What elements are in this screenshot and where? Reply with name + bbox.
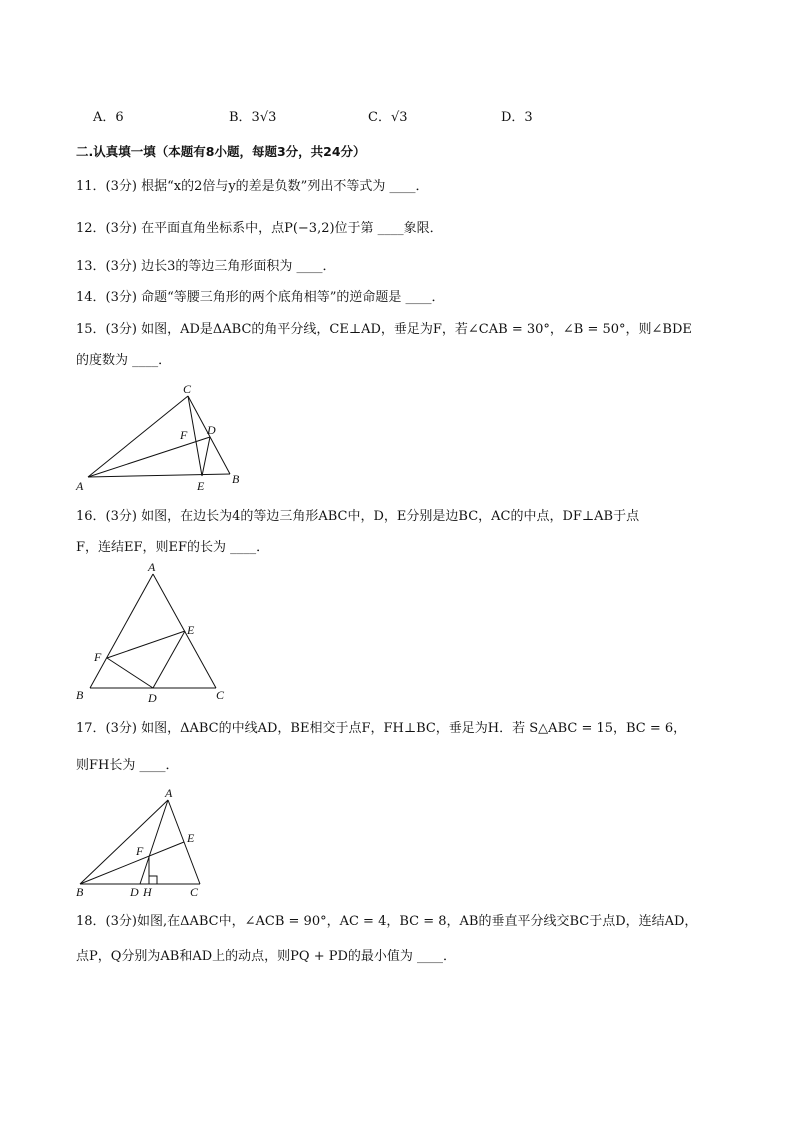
- fig17-side-ab: [80, 800, 168, 884]
- choice-b: B．3√3: [229, 110, 277, 125]
- question-15-line2: 的度数为 ____．: [76, 353, 172, 368]
- fig17-label-d: D: [130, 885, 139, 899]
- fig15-label-e: E: [197, 479, 205, 493]
- fig16-label-f: F: [94, 650, 102, 664]
- question-14: 14．(3分) 命题“等腰三角形的两个底角相等”的逆命题是 ____．: [76, 290, 445, 305]
- question-15-line1: 15．(3分) 如图，AD是ΔABC的角平分线，CE⊥AD，垂足为F，若∠CAB = 30°，∠B = 50°，则∠BDE: [76, 322, 692, 337]
- fig17-label-c: C: [190, 885, 199, 899]
- question-16-line2: F，连结EF，则EF的长为 ____．: [76, 540, 270, 555]
- figure-16: [70, 560, 250, 710]
- fig15-label-d: D: [207, 423, 216, 437]
- choice-a: A．6: [93, 110, 124, 125]
- fig17-right-angle-mark: [149, 876, 157, 884]
- figure-17: [70, 782, 220, 897]
- fig16-label-a: A: [148, 560, 156, 574]
- fig15-side-ac: [88, 396, 188, 477]
- question-18-line1: 18．(3分)如图,在ΔABC中，∠ACB = 90°，AC = 4，BC = 8，AB的垂直平分线交BC于点D，连结AD，: [76, 914, 698, 929]
- fig16-side-ab: [90, 574, 153, 688]
- fig15-label-b: B: [232, 472, 240, 486]
- fig15-segment-de: [202, 437, 210, 476]
- fig15-label-c: C: [183, 382, 192, 396]
- fig17-label-h: H: [143, 885, 152, 899]
- fig16-label-d: D: [148, 691, 157, 705]
- fig16-label-e: E: [187, 623, 195, 637]
- question-17-line2: 则FH长为 ____．: [76, 758, 179, 773]
- section-title: 二.认真填一填（本题有8小题，每题3分，共24分）: [76, 144, 366, 159]
- fig17-median-be: [80, 842, 184, 884]
- choice-d: D．3: [501, 110, 533, 125]
- fig16-segment-df: [107, 658, 153, 688]
- fig15-segment-ad: [88, 437, 210, 477]
- question-13: 13．(3分) 边长3的等边三角形面积为 ____．: [76, 259, 336, 274]
- fig16-label-b: B: [76, 688, 84, 702]
- fig17-label-a: A: [165, 786, 173, 800]
- fig17-label-b: B: [76, 885, 84, 899]
- fig16-segment-de: [153, 631, 185, 688]
- choice-c: C．√3: [368, 110, 408, 125]
- question-18-line2: 点P，Q分别为AB和AD上的动点，则PQ + PD的最小值为 ____．: [76, 949, 457, 964]
- question-16-line1: 16．(3分) 如图，在边长为4的等边三角形ABC中，D，E分别是边BC，AC的中点，DF⊥AB于点: [76, 509, 640, 524]
- fig15-label-f: F: [180, 428, 188, 442]
- fig15-label-a: A: [76, 479, 84, 493]
- fig17-label-e: E: [187, 831, 195, 845]
- fig17-label-f: F: [136, 844, 144, 858]
- fig16-label-c: C: [216, 688, 225, 702]
- fig17-median-ad: [140, 800, 168, 884]
- question-11: 11．(3分) 根据“x的2倍与y的差是负数”列出不等式为 ____．: [76, 179, 429, 194]
- question-12: 12．(3分) 在平面直角坐标系中，点P(−3,2)位于第 ____象限．: [76, 221, 443, 236]
- fig15-side-ab: [88, 474, 230, 477]
- figure-15: [70, 380, 270, 500]
- question-17-line1: 17．(3分) 如图，ΔABC的中线AD，BE相交于点F，FH⊥BC，垂足为H．若 S△ABC = 15，BC = 6，: [76, 721, 687, 736]
